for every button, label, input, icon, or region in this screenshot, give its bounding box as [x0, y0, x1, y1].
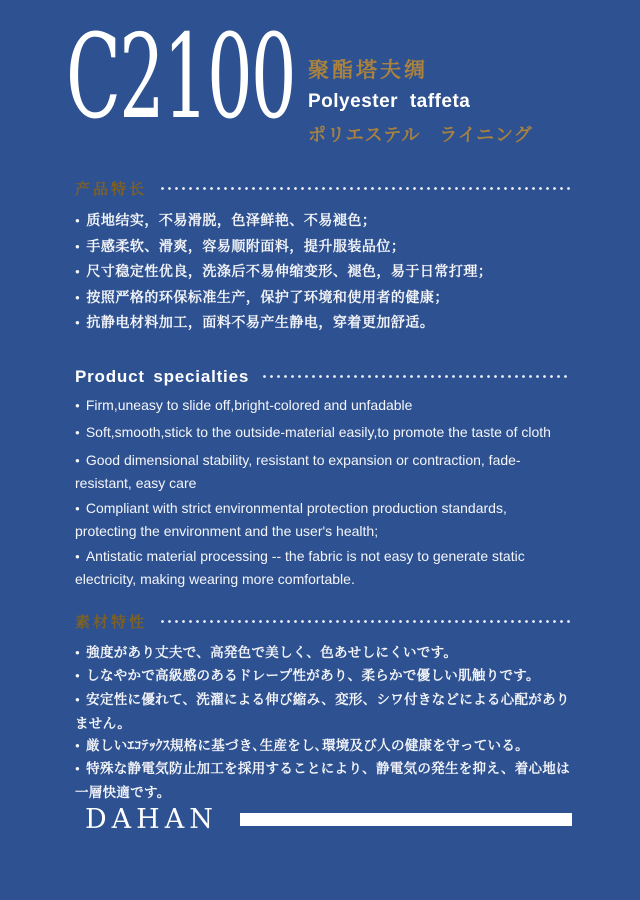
list-item [75, 395, 570, 419]
list-item-text: 安定性に優れて、洗濯による伸び縮み、変形、シワ付きなどによる心配がありません。 [75, 692, 570, 731]
list-item-text: Firm,uneasy to slide off,bright-colored and unfadable [85, 396, 413, 413]
footer [85, 806, 572, 833]
list-item [75, 642, 570, 666]
content [75, 0, 570, 804]
list-item [75, 498, 570, 542]
product-code: C2100 [66, 10, 295, 145]
bullet-icon: ● [75, 267, 81, 276]
section-material-properties-ja [75, 611, 570, 805]
list-item [75, 422, 570, 446]
bullet-icon: ● [75, 400, 80, 410]
list-item [75, 260, 570, 286]
product-name-zh: 聚酯塔夫绸 [308, 59, 428, 82]
list-item-text: 尺寸稳定性优良，洗涤后不易伸缩变形、褪色，易于日常打理； [86, 263, 493, 279]
list-item-text: Soft,smooth,stick to the outside-material easily,to promote the taste of cloth [85, 424, 551, 440]
bullet-icon: ● [75, 740, 81, 750]
bullet-icon: ● [75, 764, 81, 774]
product-name-ja: ポリエステル ライニング [308, 125, 533, 145]
bullet-icon: ● [75, 647, 81, 657]
list-item-text: 強度があり丈夫で、高発色で美しく、色あせしにくいです。 [86, 644, 458, 660]
section-header [75, 611, 570, 632]
bullet-icon: ● [75, 318, 81, 327]
list-item-text: Compliant with strict environmental protection production standards, protecting the environment and the user's health; [75, 499, 507, 539]
section-header [75, 367, 570, 387]
bullet-icon: ● [75, 241, 81, 251]
list-item [75, 235, 570, 261]
list-item [75, 665, 570, 689]
list-item-text: Antistatic material processing -- the fabric is not easy to generate static electricity, making wearing more comfortable. [75, 547, 525, 587]
bullet-icon: ● [75, 216, 81, 225]
bullet-icon: ● [75, 503, 80, 513]
list-item [75, 758, 570, 804]
section-product-features-zh [75, 178, 570, 337]
dotted-leader [263, 375, 570, 378]
section-title-en: Product specialties [75, 366, 250, 386]
bullet-icon: ● [75, 695, 81, 705]
list-item [75, 546, 570, 590]
dotted-leader [161, 187, 570, 190]
bullet-icon: ● [75, 428, 80, 437]
list-item [75, 286, 570, 312]
list-item-text: 厳しいｴｺﾃｯｸｽ規格に基づき､生産をし､環境及び人の健康を守っている。 [86, 737, 529, 753]
bullet-icon: ● [75, 292, 81, 302]
feature-list-en [75, 395, 570, 590]
product-name-en: Polyester taffeta [308, 91, 471, 112]
list-item-text: 抗静电材料加工，面料不易产生静电，穿着更加舒适。 [86, 314, 435, 330]
section-title-ja: 素材特性 [75, 613, 148, 631]
list-item [75, 450, 570, 494]
bullet-icon: ● [75, 455, 80, 465]
feature-list-zh [75, 209, 570, 337]
list-item [75, 735, 570, 759]
list-item-text: 按照严格的环保标准生产，保护了环境和使用者的健康； [86, 288, 449, 305]
list-item-text: しなやかで高級感のあるドレープ性があり、柔らかで優しい肌触りです。 [86, 668, 540, 684]
list-item [75, 209, 570, 235]
list-item-text: 质地结实，不易滑脱，色泽鲜艳、不易褪色； [86, 212, 377, 228]
section-header [75, 178, 570, 199]
brand-bar [240, 813, 572, 826]
section-product-specialties-en [75, 367, 570, 590]
list-item [75, 311, 570, 337]
section-title-zh: 产品特长 [75, 181, 148, 198]
brand-logo: DAHAN [85, 804, 218, 835]
list-item [75, 689, 570, 735]
list-item-text: Good dimensional stability, resistant to expansion or contraction, fade-resistant, easy care [75, 451, 521, 491]
bullet-icon: ● [75, 671, 81, 681]
feature-list-ja [75, 642, 570, 805]
list-item-text: 特殊な静電気防止加工を採用することにより、静電気の発生を抑え、着心地は一層快適です。 [75, 761, 570, 801]
bullet-icon: ● [75, 551, 80, 561]
dotted-leader [161, 620, 570, 623]
list-item-text: 手感柔软、滑爽，容易顺附面料，提升服装品位； [86, 237, 406, 254]
